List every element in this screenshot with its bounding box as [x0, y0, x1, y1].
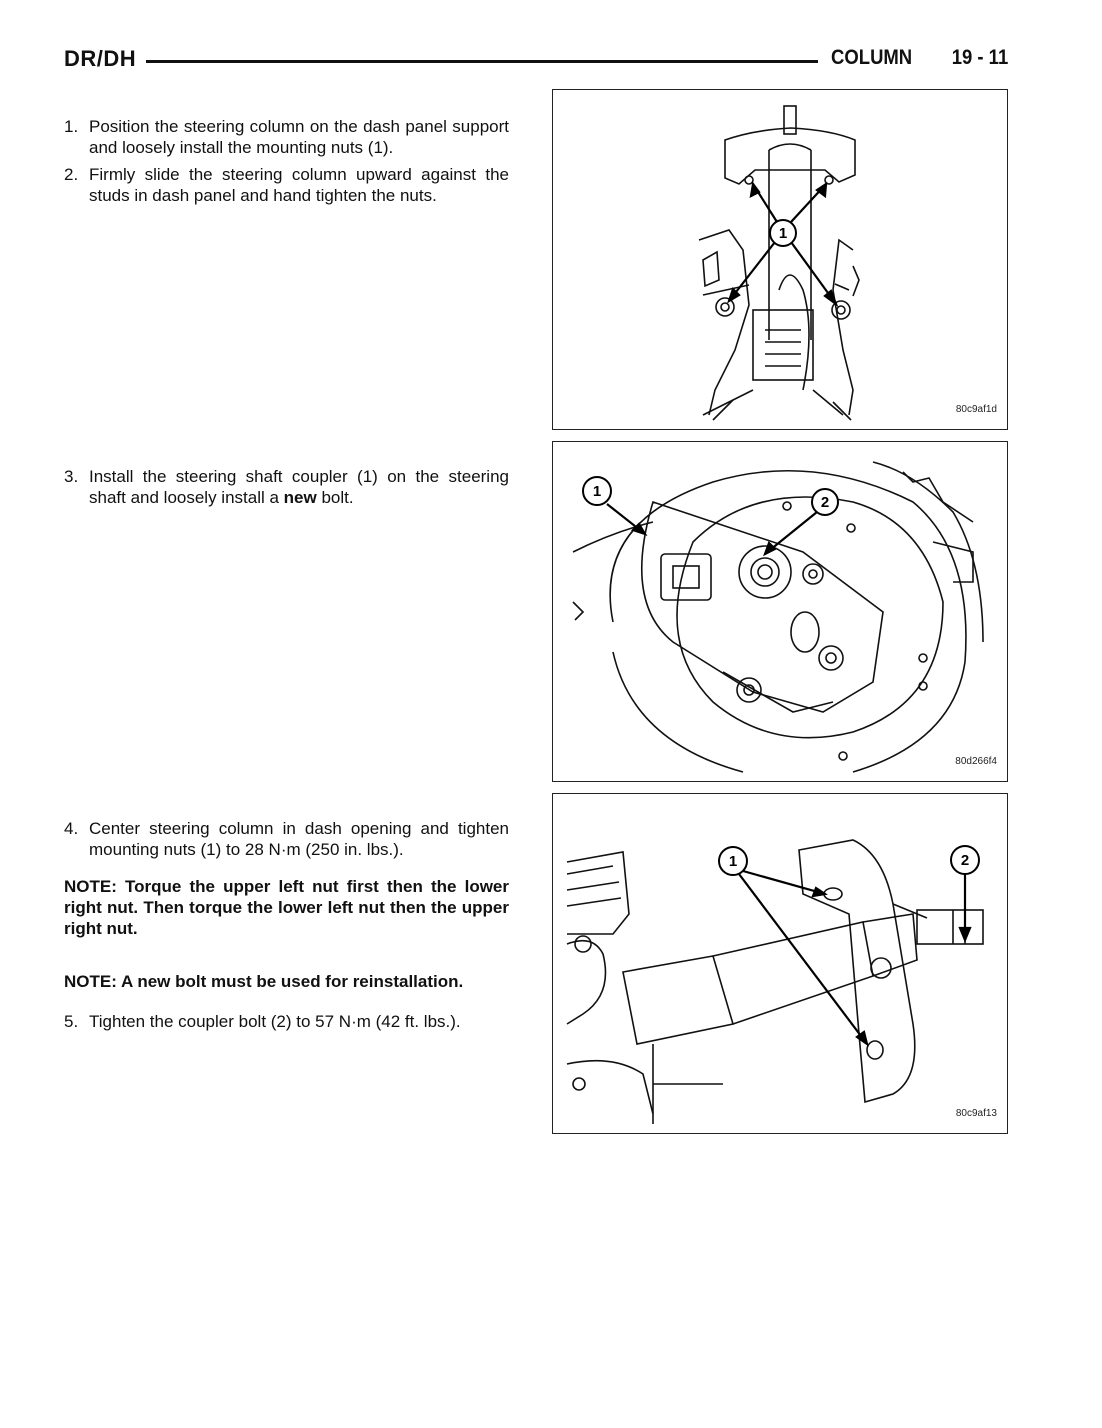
step-text: Center steering column in dash opening and tighten mounting nuts (1) to 28 N·m (250 in. lbs.). — [89, 819, 509, 859]
column-side-illustration — [553, 794, 1008, 1134]
column-illustration — [553, 90, 1008, 430]
step-text: Firmly slide the steering column upward against the studs in dash panel and hand tighten the nuts. — [89, 165, 509, 205]
figure-column-tighten — [552, 793, 1008, 1134]
step-number: 3. — [64, 467, 79, 486]
step-number: 2. — [64, 165, 79, 184]
section-title: COLUMN — [830, 46, 912, 69]
steps-block-1 — [64, 116, 509, 212]
step-text: Install the steering shaft coupler (1) on the steering shaft and loosely install a new bolt. — [89, 467, 509, 507]
step-5 — [64, 1011, 509, 1032]
callout-2 — [812, 489, 838, 515]
figure-code: 80d266f4 — [955, 756, 997, 767]
step-number: 1. — [64, 117, 79, 136]
callout-1 — [719, 847, 747, 875]
svg-text:2: 2 — [820, 494, 830, 511]
step-2 — [64, 164, 509, 206]
svg-text:1: 1 — [778, 225, 788, 242]
figure-shaft-coupler — [552, 441, 1008, 782]
steps-block-3 — [64, 818, 509, 1038]
step-number: 4. — [64, 819, 79, 838]
model-code: DR/DH — [64, 46, 137, 71]
note-torque-sequence: NOTE: Torque the upper left nut first then the lower right nut. Then torque the lower left nut then the upper right nut. — [64, 877, 509, 938]
callout-2 — [951, 846, 979, 874]
svg-text:2: 2 — [960, 852, 970, 869]
steps-block-2 — [64, 466, 509, 514]
step-3 — [64, 466, 509, 508]
svg-text:1: 1 — [728, 853, 738, 870]
figure-code: 80c9af13 — [955, 1108, 997, 1119]
step-text: Position the steering column on the dash panel support and loosely install the mounting nuts (1). — [89, 117, 509, 157]
step-4 — [64, 818, 509, 860]
emphasis-new: new — [283, 488, 317, 507]
coupler-illustration — [553, 442, 1008, 782]
step-1 — [64, 116, 509, 158]
header-rule — [146, 60, 818, 63]
callout-1 — [583, 477, 611, 505]
page-header — [64, 46, 1008, 74]
callout-1 — [770, 220, 796, 246]
step-number: 5. — [64, 1012, 79, 1031]
svg-text:1: 1 — [592, 483, 602, 500]
page-number: 19 - 11 — [951, 46, 1008, 69]
step-text: Tighten the coupler bolt (2) to 57 N·m (42 ft. lbs.). — [89, 1012, 461, 1031]
figure-code: 80c9af1d — [955, 404, 997, 415]
figure-steering-column-mount — [552, 89, 1008, 430]
note-new-bolt: NOTE: A new bolt must be used for reinstallation. — [64, 972, 464, 991]
